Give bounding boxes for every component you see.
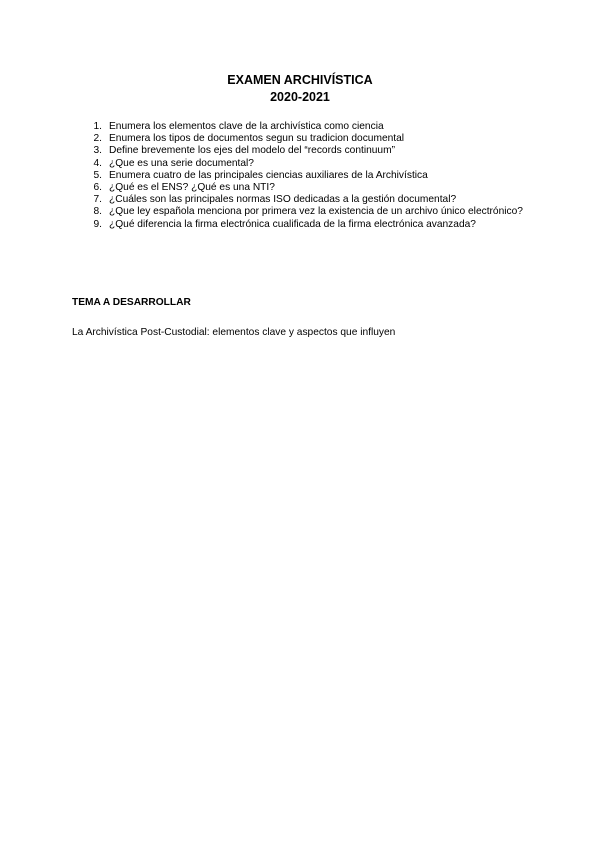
question-number: 8. — [93, 206, 102, 218]
list-item — [88, 145, 530, 157]
list-item — [88, 219, 530, 231]
question-text: ¿Que ley española menciona por primera vez la existencia de un archivo único electrónico? — [109, 206, 523, 218]
question-text: ¿Qué es el ENS? ¿Qué es una NTI? — [109, 182, 275, 194]
question-number: 4. — [93, 157, 102, 169]
list-item — [88, 182, 530, 194]
title-block — [0, 72, 600, 106]
question-text: Define brevemente los ejes del modelo del “records continuum” — [109, 145, 395, 157]
list-item — [88, 170, 530, 182]
question-text: Enumera los elementos clave de la archivística como ciencia — [109, 121, 384, 132]
question-number: 5. — [93, 169, 102, 181]
exam-year: 2020-2021 — [270, 90, 330, 104]
question-number: 6. — [93, 182, 102, 194]
list-item — [88, 206, 530, 218]
question-list — [88, 121, 530, 231]
question-number: 2. — [93, 133, 102, 145]
question-text: Enumera los tipos de documentos segun su tradicion documental — [109, 133, 405, 145]
question-number: 7. — [93, 194, 102, 206]
exam-title: EXAMEN ARCHIVÍSTICA — [227, 73, 373, 87]
question-text: ¿Que es una serie documental? — [109, 157, 254, 169]
list-item — [88, 158, 530, 170]
question-number: 1. — [93, 121, 102, 132]
question-number: 3. — [93, 145, 102, 157]
list-item — [88, 194, 530, 206]
section-text: La Archivística Post-Custodial: elementos clave y aspectos que influyen — [72, 327, 396, 338]
list-item — [88, 133, 530, 145]
question-number: 9. — [93, 218, 102, 230]
question-text: ¿Qué diferencia la firma electrónica cualificada de la firma electrónica avanzada? — [109, 218, 476, 230]
section-heading: TEMA A DESARROLLAR — [72, 297, 191, 308]
question-text: Enumera cuatro de las principales ciencias auxiliares de la Archivística — [109, 169, 428, 181]
question-text: ¿Cuáles son las principales normas ISO dedicadas a la gestión documental? — [109, 194, 457, 206]
list-item — [88, 121, 530, 133]
